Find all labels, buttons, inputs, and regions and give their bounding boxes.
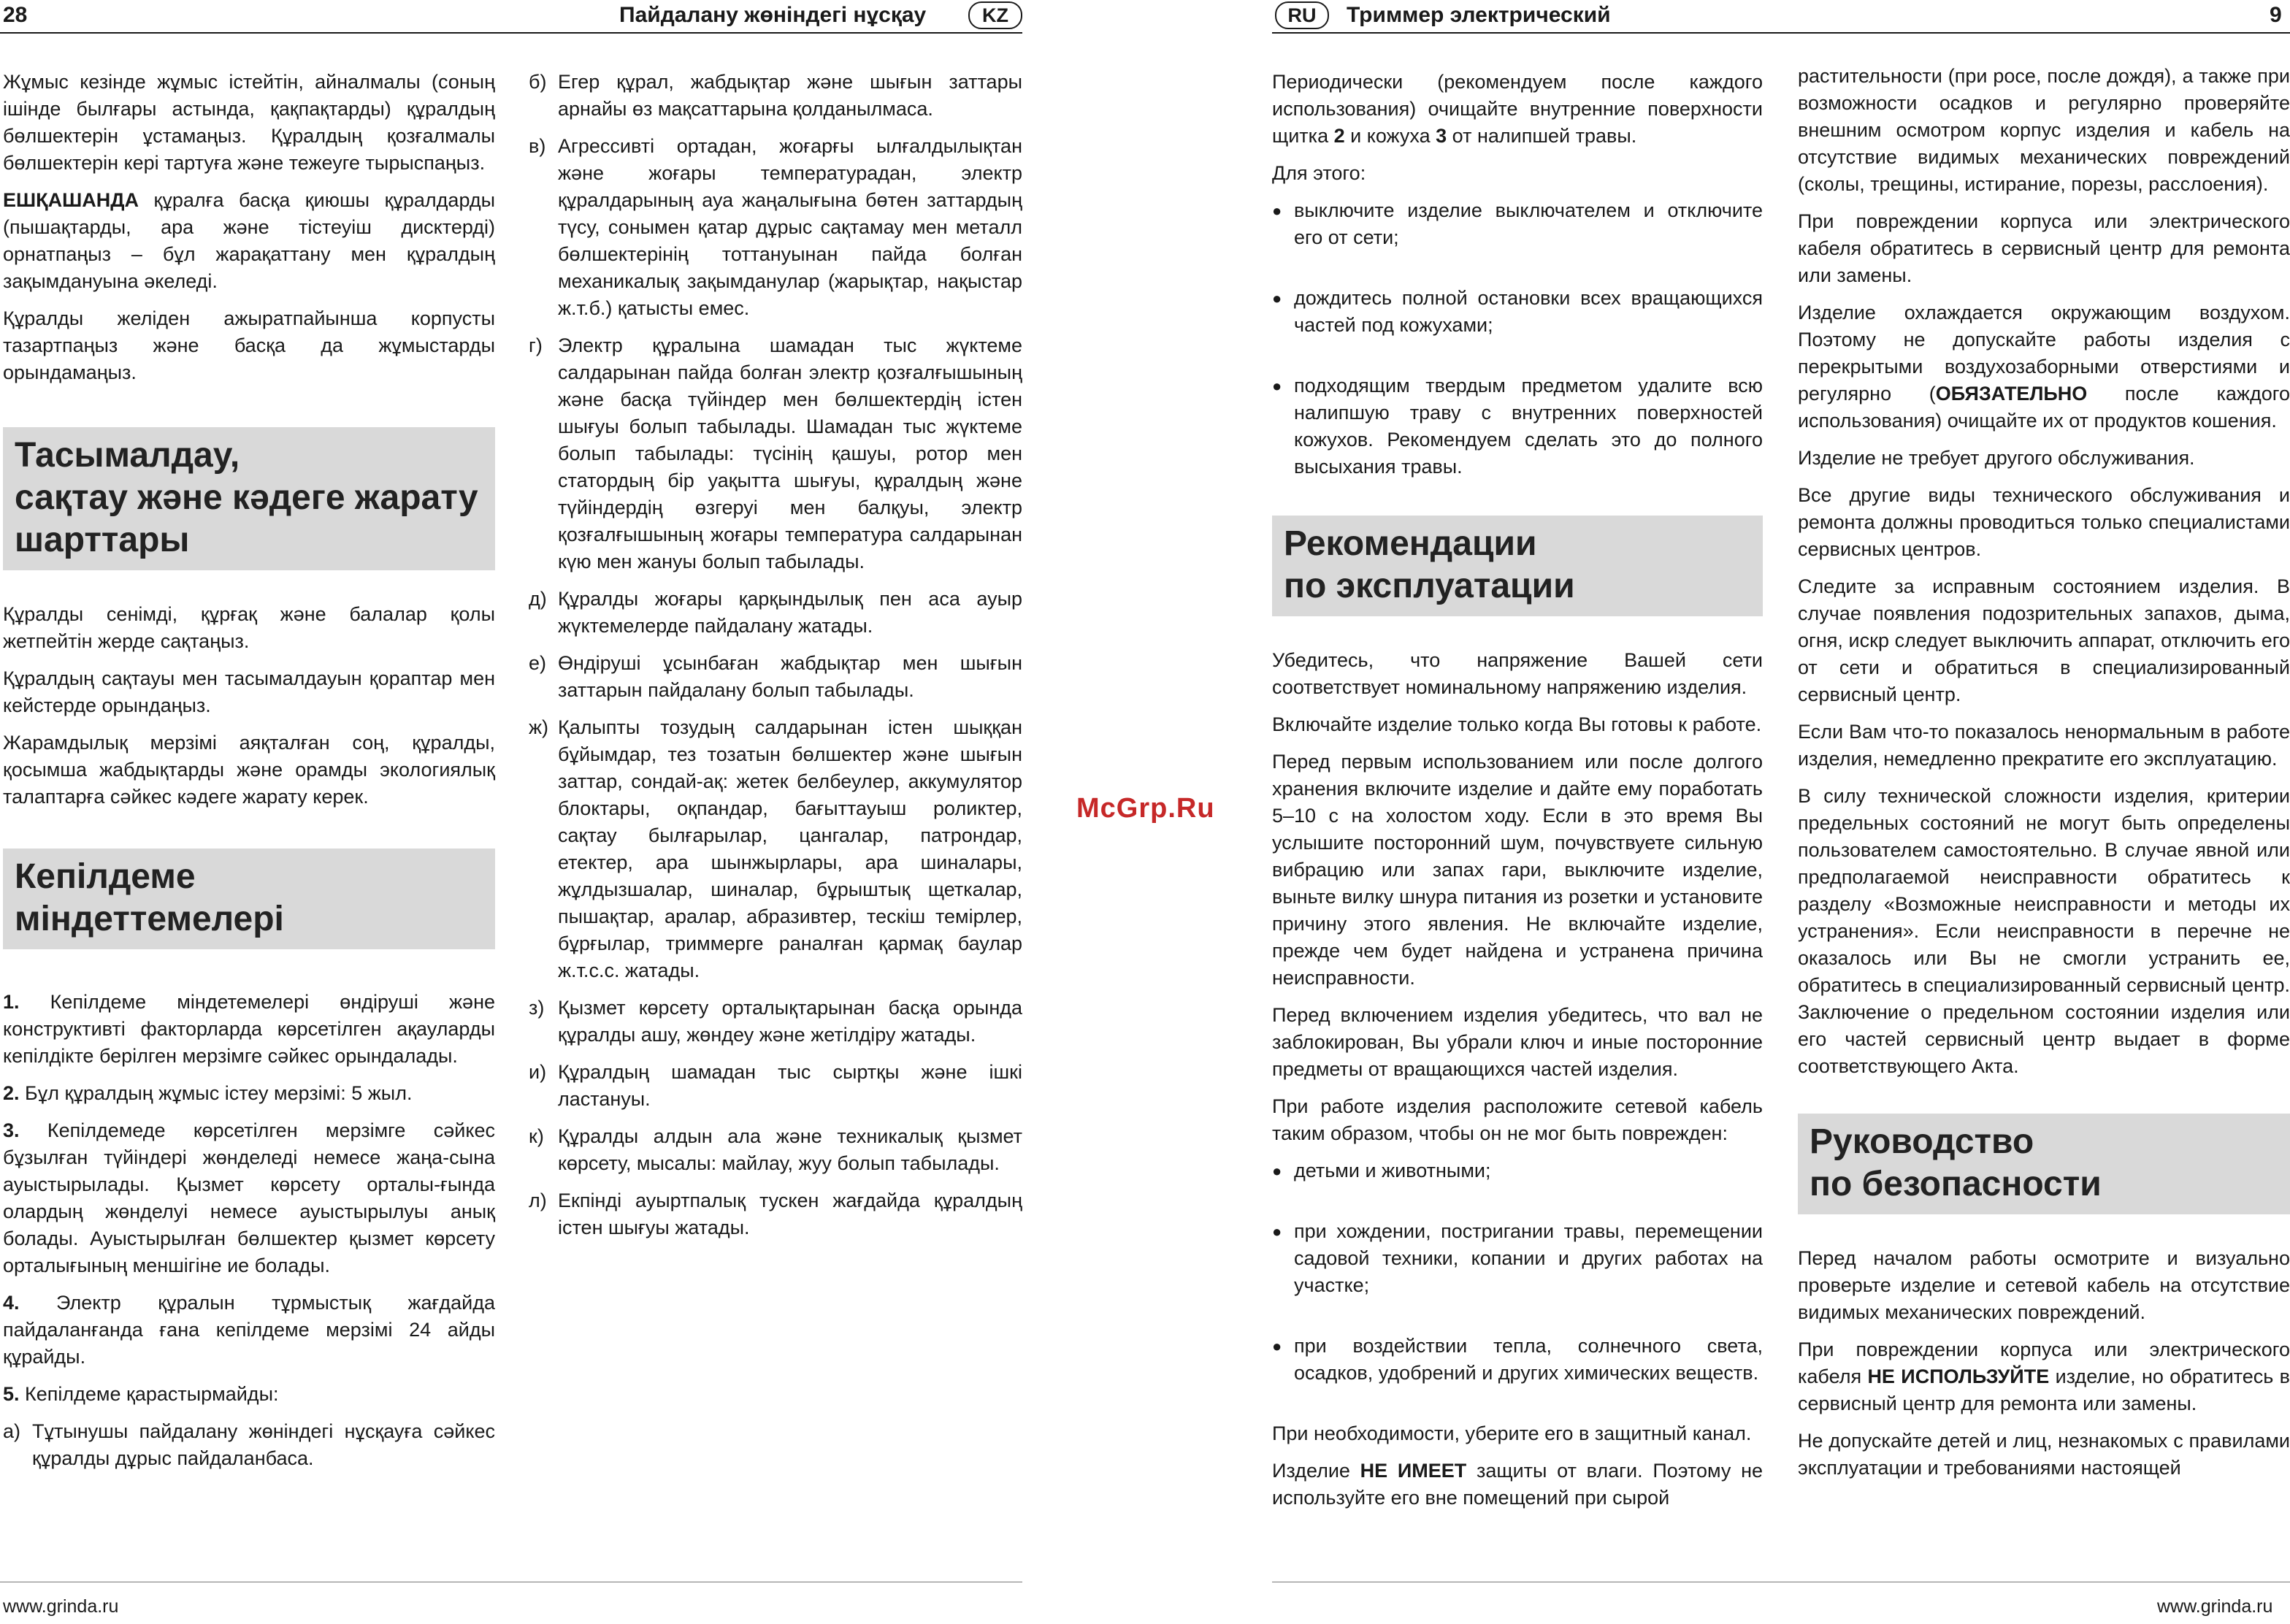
number: 4. [3,1292,20,1314]
header-rule [0,32,1022,34]
list-item [529,133,1022,322]
paragraph: Все другие виды технического обслуживания и ремонта должны проводиться только специалистами сервисных центров. [1798,484,2290,560]
bullet-icon: ● [1272,202,1282,220]
item-text: Құралдың шамадан тыс сыртқы және ішкі ластануы. [558,1061,1022,1110]
bullet-item [1272,1157,1763,1184]
heading-line: Руководство [1810,1122,2034,1161]
paragraph [1798,1336,2290,1417]
paragraph-text: от налипшей травы. [1447,125,1637,147]
number: 2. [3,1082,20,1104]
list-item [529,650,1022,704]
paragraph: растительности (при росе, после дождя), а также при возможности осадков и регулярно проверяйте внешним осмотром корпус изделия и кабель на отсутствие видимых механических повреждений (сколы, трещины, истирание, порезы, расслоения). [1798,65,2290,195]
heading-line: Рекомендации [1284,524,1537,563]
bullet-text: подходящим твердым предметом удалите всю налипшую траву с внутренних поверхностей кожухов. Рекомендуем сделать это до полного высыхания травы. [1294,375,1763,478]
language-badge: KZ [968,1,1022,29]
list-item [529,714,1022,984]
list-item [529,332,1022,575]
paragraph: Для этого: [1272,162,1366,184]
paragraph-text: При повреждении корпуса или электрического кабеля [1798,1338,2290,1387]
item-label: г) [529,334,543,356]
paragraph-text: Кепілдеме міндетемелері өндіруші және конструктивті факторларда көрсетілген ақауларды кепілдікте берілген мерзімге сәйкес орындалады. [3,991,495,1067]
item-text: Қалыпты тозудың салдарынан істен шыққан бұйымдар, тез тозатын бөлшектер және шығын заттар, сондай-ақ: жетек белбеулер, аккумулятор блоктары, оқпандар, бағыттауыш роликтер, сақтау былғарылар, цангалар, патрондар, етектер, ара шынжырлары, ара шиналары, жұлдызшалар, шиналар, бұрыштық щеткалар, пышақтар, аралар, абразивтер, тескіш темірлер, бұрғылар, триммерге раналған қармақ баулар ж.т.с.с. жатады. [558,716,1022,981]
heading-line: Тасымалдау, [15,436,240,475]
heading-line: міндеттемелері [15,900,284,938]
paragraph-text: Изделие охлаждается окружающим воздухом. Поэтому не допускайте работы изделия с перекрытыми воздухозаборными отверстиями и регулярно ( [1798,302,2290,405]
paragraph: Если Вам что-то показалось ненормальным в работе изделия, немедленно прекратите его эксплуатацию. [1798,721,2290,770]
language-badge: RU [1275,1,1329,29]
paragraph: Құралды сенімді, құрғақ және балалар қолы жетпейтін жерде сақтаңыз. [3,603,495,652]
list-item [529,1187,1022,1241]
section-heading-transport [3,427,495,570]
bullet-icon: ● [1272,1337,1282,1355]
right-column-1 [1272,69,1763,1522]
bold-term: НЕ ИСПОЛЬЗУЙТЕ [1867,1366,2050,1387]
bullet-text: выключите изделие выключателем и отключите его от сети; [1294,199,1763,248]
item-label: з) [529,997,545,1019]
footer-url: www.grinda.ru [2157,1596,2273,1617]
paragraph [3,187,495,295]
numbered-paragraph [3,1117,495,1279]
paragraph-text: и кожуха [1344,125,1436,147]
item-label: а) [3,1420,21,1442]
heading-line: сақтау және кәдеге жарату [15,478,478,517]
header-title: Триммер электрический [1347,3,1611,27]
numbered-paragraph [3,1080,495,1107]
bullet-item [1272,372,1763,480]
paragraph: Перед первым использованием или после долгого хранения включите изделие и дайте ему поработать 5–10 с на холостом ходу. Если в это время Вы услышите посторонний шум, почувствуете сильную вибрацию или запах гари, выключите изделие, выньте вилку шнура питания из розетки и установите причину этого явления. Не включайте изделие, прежде чем будет найдена и устранена причина неисправности. [1272,751,1763,989]
paragraph: Убедитесь, что напряжение Вашей сети соответствует номинальному напряжению изделия. [1272,649,1763,698]
list-item [3,1418,495,1472]
item-label: е) [529,652,547,674]
item-label: ж) [529,716,549,738]
bullet-icon: ● [1272,289,1282,307]
paragraph-text: Бұл құралдың жұмыс істеу мерзімі: 5 жыл. [19,1082,413,1104]
item-text: Қызмет көрсету орталықтарынан басқа орында құралды ашу, жөндеу және жетілдіру жатады. [558,997,1022,1046]
item-label: к) [529,1125,544,1147]
page-number: 9 [2270,3,2282,27]
heading-line: по безопасности [1810,1165,2102,1203]
number: 1. [3,991,20,1013]
bullet-text: при хождении, постригании травы, перемещении садовой техники, копании и других работах на участке; [1294,1220,1763,1296]
paragraph: Следите за исправным состоянием изделия. В случае появления подозрительных запахов, дыма, огня, искр следует выключить аппарат, отключить его от сети и обратиться в специализированный сервисный центр. [1798,575,2290,705]
part-number: 3 [1436,125,1447,147]
bullet-icon: ● [1272,377,1282,395]
bullet-item [1272,197,1763,251]
paragraph: Жарамдылық мерзімі аяқталған соң, құралды, қосымша жабдықтарды және орамды экологиялық талаптарға сәйкес кәдеге жарату керек. [3,732,495,808]
item-text: Екпінді ауыртпалық тускен жағдайда құралдың істен шығуы жатады. [558,1190,1022,1238]
bold-term: ОБЯЗАТЕЛЬНО [1935,383,2088,405]
paragraph: При повреждении корпуса или электрического кабеля обратитесь в сервисный центр для ремонта или замены. [1798,210,2290,286]
item-text: Электр құралына шамадан тыс жүктеме салдарынан пайда болған электр қозғалғышының және басқа түйіндер мен бөлшектердің істен шығуы болып табылады. Шамадан тыс жүктеме болып табылады: түсінің қашуы, ротор мен статордың бір уақытта шығуы, құралдың және түйіндердің өзгеруі мен балқуы, электр қозғалғышының жоғары температура салдарынан күю мен жануы болып табылады. [558,334,1022,572]
paragraph: Перед началом работы осмотрите и визуально проверьте изделие и сетевой кабель на отсутствие видимых механических повреждений. [1798,1247,2290,1323]
item-text: Тұтынушы пайдалану жөніндегі нұсқауға сәйкес құралды дұрыс пайдаланбаса. [32,1420,495,1469]
left-page [0,0,1037,1624]
list-item [529,1123,1022,1177]
page-number: 28 [3,3,28,27]
bullet-text: при воздействии тепла, солнечного света, осадков, удобрений и других химических веществ. [1294,1335,1763,1384]
item-label: л) [529,1190,547,1211]
item-text: Егер құрал, жабдықтар және шығын заттары арнайы өз мақсаттарына қолданылмаса. [558,71,1022,120]
paragraph: Включайте изделие только когда Вы готовы к работе. [1272,713,1762,735]
paragraph: Перед включением изделия убедитесь, что вал не заблокирован, Вы убрали ключ и иные посторонние предметы от вращающихся частей изделия. [1272,1004,1763,1080]
heading-line: Кепілдеме [15,857,196,896]
section-heading-recommendations [1272,516,1763,616]
item-text: Құралды жоғары қарқындылық пен аса ауыр жүктемелерде пайдалану жатады. [558,588,1022,637]
section-heading-warranty [3,849,495,949]
bullet-item [1272,1333,1763,1387]
list-item [529,995,1022,1049]
numbered-paragraph [3,1290,495,1371]
paragraph-text: Изделие [1272,1460,1360,1482]
bullet-text: дождитесь полной остановки всех вращающихся частей под кожухами; [1294,287,1763,336]
heading-line: по эксплуатации [1284,567,1575,605]
header-rule [1272,32,2290,34]
numbered-paragraph [3,989,495,1070]
paragraph-text: защиты от влаги. Поэтому не используйте его вне помещений при сырой [1272,1460,1764,1509]
paragraph: Изделие не требует другого обслуживания. [1798,447,2195,469]
paragraph: Жұмыс кезінде жұмыс істейтін, айналмалы (соның ішінде былғары астында, қақпақтарды) құралдың бөлшектерін ұстамаңыз. Құралдың қозғалмалы бөлшектерін кері тартуға және тежеуге тырыспаңыз. [3,71,495,174]
bold-term: ЕШҚАШАНДА [3,189,139,211]
paragraph-text: Периодически (рекомендуем после каждого использования) очищайте внутренние поверхности щитка [1272,71,1763,147]
item-label: д) [529,588,547,610]
paragraph: Не допускайте детей и лиц, незнакомых с правилами эксплуатации и требованиями настоящей [1798,1430,2290,1479]
item-label: б) [529,71,547,93]
paragraph: При необходимости, уберите его в защитный канал. [1272,1422,1752,1444]
bullet-item [1272,1218,1763,1299]
right-column-2 [1798,63,2290,1492]
header-title: Пайдалану жөніндегі нұсқау [619,3,927,27]
list-item [529,69,1022,123]
paragraph-text: Электр құралын тұрмыстық жағдайда пайдаланғанда ғана кепілдеме мерзімі 24 айды құрайды. [3,1292,495,1368]
watermark: McGrp.Ru [1076,793,1215,824]
paragraph-text: құралға басқа қиюшы құралдарды (пышақтарды, ара және тістеуіш дисктерді) орнатпаңыз – бұл жарақаттану мен құралдың зақымдануына әкеледі. [3,189,495,292]
numbered-paragraph [3,1381,495,1408]
part-number: 2 [1333,125,1345,147]
paragraph-text: изделие, но обратитесь в сервисный центр для ремонта или замены. [1798,1366,2290,1414]
item-text: Өндіруші ұсынбаған жабдықтар мен шығын заттарын пайдалану болып табылады. [558,652,1022,701]
paragraph: В силу технической сложности изделия, критерии предельных состояний не могут быть определены пользователем самостоятельно. В случае явной или предполагаемой неисправности обратитесь к разделу «Возможные неисправности и методы их устранения». Если неисправности в перечне не оказалось или Вы не смогли устранить ее, обратитесь в специализированный сервисный центр. Заключение о предельном состоянии изделия или его частей сервисный центр выдает в форме соответствующего Акта. [1798,785,2290,1077]
paragraph: Құралды желіден ажыратпайынша корпусты тазартпаңыз және басқа да жұмыстарды орындамаңыз. [3,307,495,383]
paragraph-text: после каждого использования) очищайте их от продуктов кошения. [1798,383,2290,432]
heading-line: шарттары [15,521,190,559]
paragraph: Құралдың сақтауы мен тасымалдауын қораптар мен кейстерде орындаңыз. [3,667,495,716]
paragraph [1272,1458,1763,1512]
section-heading-safety [1798,1114,2290,1214]
paragraph-text: Кепілдемеде көрсетілген мерзімге сәйкес бұзылған түйіндері жөнделеді немесе жаңа-сына ауыстырылады. Қызмет көрсету орталы-ғында олардың жөнделуі немесе ауыстырылуы анық болады. Ауыстырылған бөлшектер қызмет көрсету орталығының меншігіне ие болады. [3,1119,495,1276]
footer-url: www.grinda.ru [3,1596,119,1617]
left-column-2 [529,69,1022,1252]
bullet-item [1272,285,1763,339]
bullet-icon: ● [1272,1222,1282,1241]
list-item [529,1059,1022,1113]
item-label: и) [529,1061,547,1083]
paragraph-text: Кепілдеме қарастырмайды: [19,1383,279,1405]
right-page [1253,0,2290,1624]
list-item [529,586,1022,640]
paragraph [1798,299,2290,434]
item-label: в) [529,135,546,157]
bullet-text: детьми и животными; [1294,1160,1491,1181]
bold-term: НЕ ИМЕЕТ [1360,1460,1467,1482]
item-text: Құралды алдын ала және техникалық қызмет көрсету, мысалы: майлау, жуу болып табылады. [558,1125,1022,1174]
paragraph: При работе изделия расположите сетевой кабель таким образом, чтобы он не мог быть поврежден: [1272,1095,1763,1144]
number: 5. [3,1383,20,1405]
item-text: Агрессивті ортадан, жоғарғы ылғалдылықтан және жоғары температурадан, электр құралдарының ауа жаңалығына бөтен заттардың түсу, сонымен қатар дұрыс сақтамау мен металл бөлшектерінің тоттануынан пайда болған механикалық зақымданулар (жарықтар, нақыстар ж.т.б.) қатысты емес. [558,135,1022,319]
number: 3. [3,1119,20,1141]
paragraph [1272,69,1763,150]
bullet-icon: ● [1272,1162,1282,1180]
left-column-1 [3,69,495,1482]
